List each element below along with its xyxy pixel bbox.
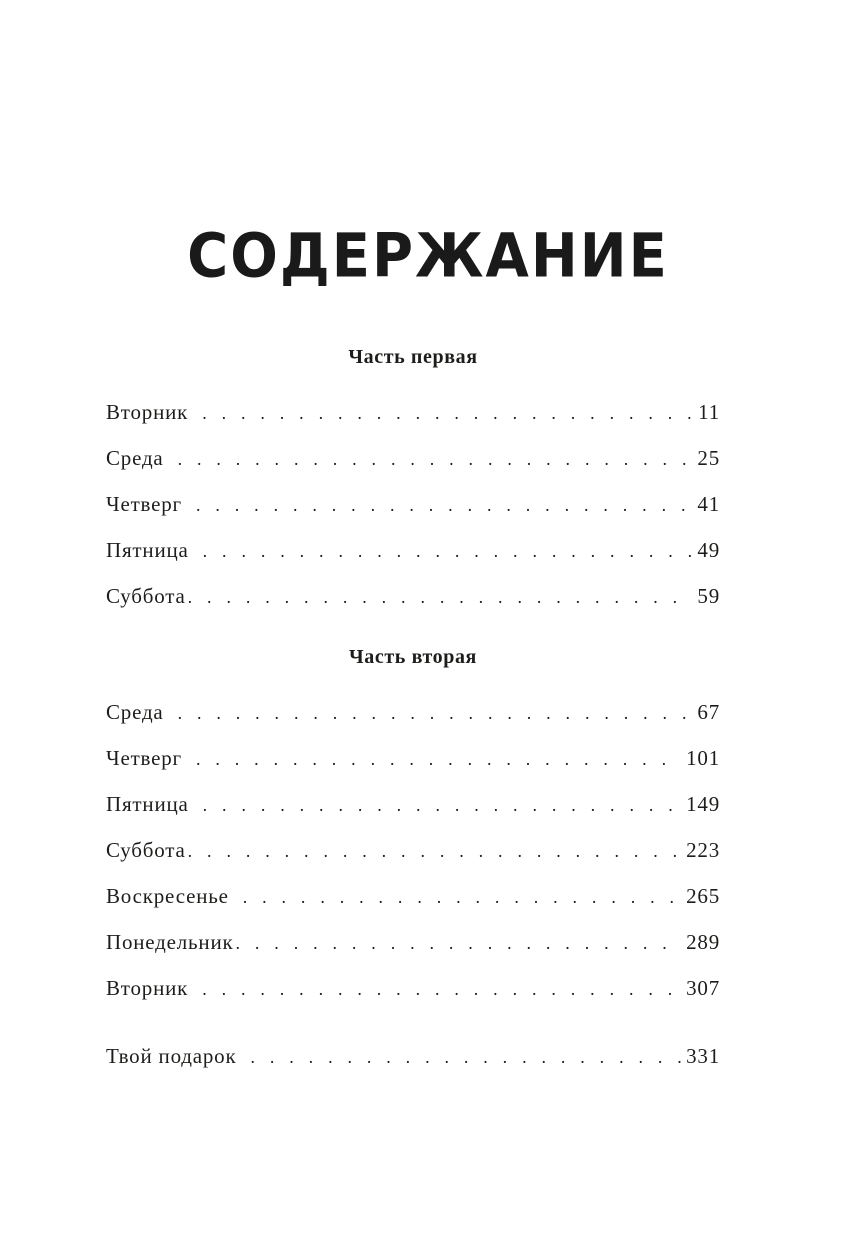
toc-entry-page: 25	[697, 446, 720, 470]
dot-leader	[203, 536, 694, 566]
toc-entry-page: 289	[686, 930, 720, 954]
dot-leader	[188, 836, 682, 866]
page-title: СОДЕРЖАНИЕ	[187, 221, 669, 292]
toc-entry[interactable]	[106, 927, 720, 957]
toc-entry-label: Вторник	[106, 976, 189, 1000]
toc-entry-page: 307	[686, 976, 720, 1000]
dot-leader	[236, 928, 683, 958]
toc-entry-page: 331	[686, 1044, 720, 1068]
toc-entry[interactable]	[106, 881, 720, 911]
toc-entry-label: Понедельник	[106, 930, 234, 954]
dot-leader	[202, 398, 694, 428]
toc-entry-label: Четверг	[106, 492, 182, 516]
dot-leader	[243, 882, 682, 912]
toc-entry-page: 41	[697, 492, 720, 516]
toc-entry-label: Суббота	[106, 838, 186, 862]
toc-entry-page: 59	[697, 584, 720, 608]
toc-entry-label: Твой подарок	[106, 1044, 237, 1068]
dot-leader	[188, 582, 694, 612]
toc-entry[interactable]	[106, 535, 720, 565]
toc-entry-page: 265	[686, 884, 720, 908]
dot-leader	[178, 698, 694, 728]
toc-entry-label: Пятница	[106, 538, 189, 562]
toc-entry[interactable]	[106, 743, 720, 773]
toc-entry-page: 101	[686, 746, 720, 770]
toc-entry[interactable]	[106, 397, 720, 427]
toc-entry-page: 49	[697, 538, 720, 562]
dot-leader	[203, 790, 682, 820]
toc-entry[interactable]	[106, 973, 720, 1003]
toc-entry-label: Пятница	[106, 792, 189, 816]
toc-entry[interactable]	[106, 443, 720, 473]
toc-entry[interactable]	[106, 581, 720, 611]
dot-leader	[202, 974, 682, 1004]
toc-entry-page: 11	[698, 400, 720, 424]
toc-entry-label: Четверг	[106, 746, 182, 770]
toc-entry[interactable]	[106, 835, 720, 865]
dot-leader	[250, 1042, 682, 1072]
toc-entry-label: Суббота	[106, 584, 186, 608]
toc-entry[interactable]	[106, 697, 720, 727]
toc-entry-label: Воскресенье	[106, 884, 229, 908]
toc-entry-page: 223	[686, 838, 720, 862]
toc-entry-gift[interactable]	[106, 1041, 720, 1071]
part-two-heading: Часть вторая	[349, 646, 477, 668]
toc-entry-label: Среда	[106, 700, 164, 724]
toc-entry-page: 67	[697, 700, 720, 724]
toc-entry-label: Вторник	[106, 400, 189, 424]
toc-entry[interactable]	[106, 789, 720, 819]
toc-entry-page: 149	[686, 792, 720, 816]
part-one-heading: Часть первая	[348, 346, 478, 368]
toc-entry-label: Среда	[106, 446, 164, 470]
dot-leader	[196, 490, 693, 520]
dot-leader	[196, 744, 682, 774]
dot-leader	[178, 444, 694, 474]
toc-entry[interactable]	[106, 489, 720, 519]
